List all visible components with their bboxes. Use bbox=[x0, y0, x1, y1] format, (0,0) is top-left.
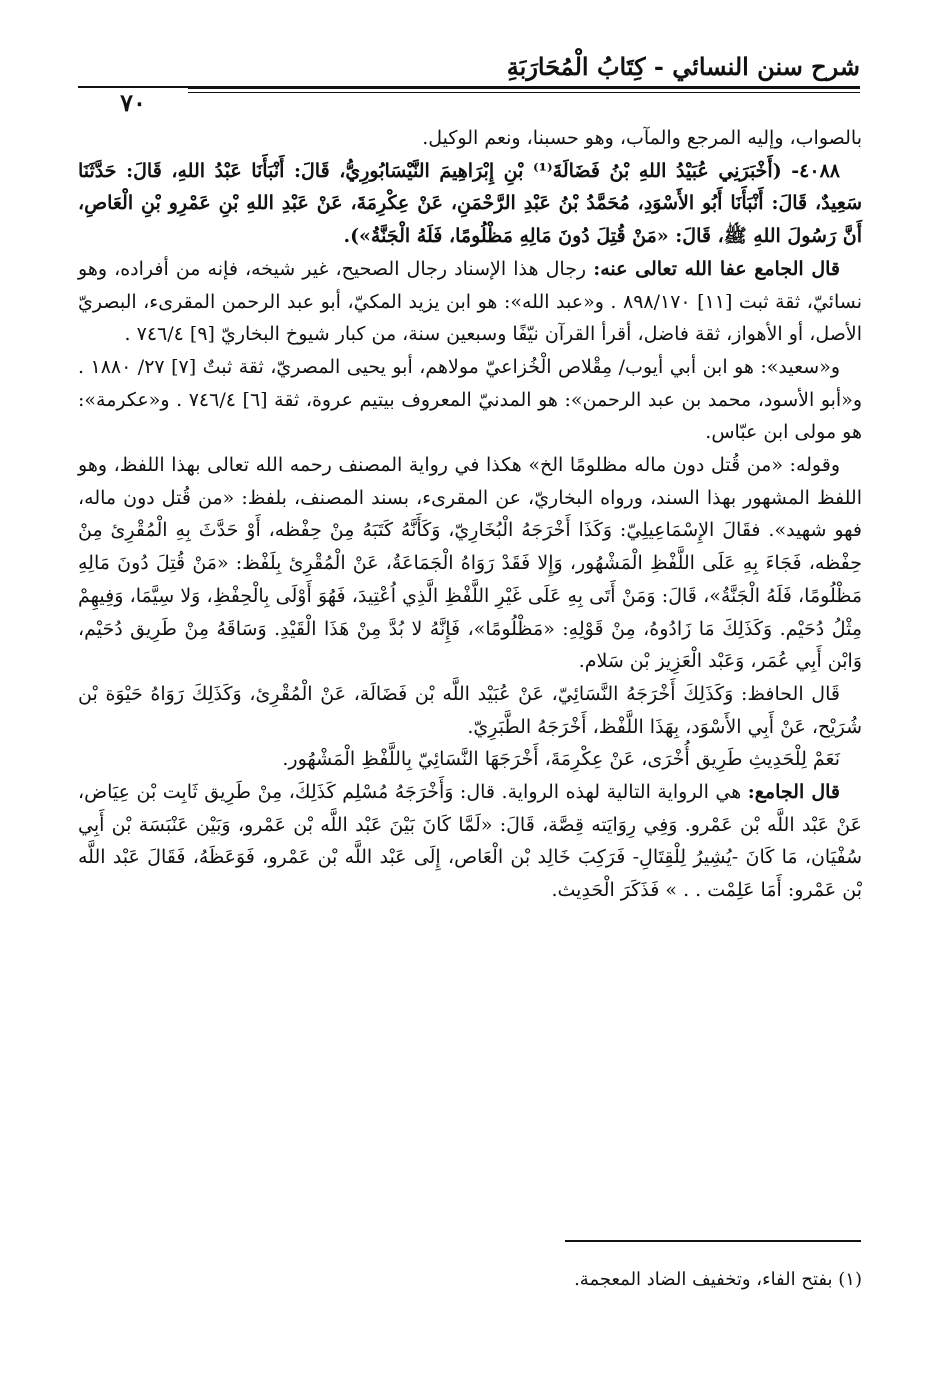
header-rule-thin bbox=[78, 92, 860, 93]
paragraph-6: قَال الحافظ: وَكَذَلِكَ أَخْرَجَهُ النَّسَائِيّ، عَنْ عُبَيْد اللَّه بْن فَضَالَة، عَنْ الْمُقْرِئ، وَكَذَلِكَ رَوَاهُ حَيْوَة بْن شُرَيْح، عَنْ أَبِي الأَسْوَد، بِهَذَا اللَّفْظ، أَخْرَجَهُ الطَّبَرِيّ. bbox=[78, 682, 862, 738]
paragraph-8-text: هي الرواية التالية لهذه الرواية. قال: وَأَخْرَجَهُ مُسْلِم كَذَلِكَ، مِنْ طَرِيق ثَابِت بْن عِيَاض، عَنْ عَبْد اللَّه بْن عَمْرو. وَفِي رِوَايَته قِصَّة، قَالَ: «لَمَّا كَانَ بَيْنَ عَبْد اللَّه بْن عَمْرو، وَبَيْن عَنْبَسَة بْن أَبِي سُفْيَان، مَا كَانَ -يُشِيرُ لِلْقِتَالِ- فَرَكِبَ خَالِد بْن الْعَاص، إِلَى عَبْد اللَّه بْن عَمْرو، فَوَعَظَهُ، فَقَالَ عَبْد اللَّه بْن عَمْرو: أَمَا عَلِمْت . . » فَذَكَرَ الْحَدِيث. bbox=[78, 781, 862, 902]
paragraph-4: و«سعيد»: هو ابن أبي أيوب/ مِقْلاص الْخُزاعيّ مولاهم، أبو يحيى المصريّ، ثقة ثبتٌ [٧] ٢٧/ ١٨٨٠ . و«أبو الأسود، محمد بن عبد الرحمن»: هو المدنيّ المعروف بيتيم عروة، ثقة [٦] ٧٤٦/٤ . و«عكرمة»: هو مولى ابن عبّاس. bbox=[78, 355, 863, 444]
paragraph-8-lead: قال الجامع: bbox=[747, 781, 840, 804]
hadith-text: (أَخْبَرَنِي عُبَيْدُ اللهِ بْنُ فَضَالَةَ⁽¹⁾ بْنِ إِبْرَاهِيمَ النَّيْسَابُورِيُّ، قَالَ: أَنْبَأَنَا عَبْدُ اللهِ، قَالَ: حَدَّثَنَا سَعِيدٌ، قَالَ: أَنْبَأَنَا أَبُو الأَسْوَدِ، مُحَمَّدُ بْنُ عَبْدِ الرَّحْمَنِ، عَنْ عِكْرِمَةَ، عَنْ عَبْدِ اللهِ بْنِ عَمْرِو بْنِ الْعَاصِ، أَنَّ رَسُولَ اللهِ ﷺ، قَالَ: «مَنْ قُتِلَ دُونَ مَالِهِ مَظْلُومًا، فَلَهُ الْجَنَّةُ»). bbox=[78, 159, 862, 248]
paragraph-3-text: رجال هذا الإسناد رجال الصحيح، غير شيخه، فإنه من أفراده، وهو نسائيّ، ثقة ثبت [١١] ٨٩٨/١٧٠ . و«عبد الله»: هو ابن يزيد المكيّ، أبو عبد الرحمن المقرىء، البصريّ الأصل، أو الأهواز، ثقة فاضل، أقرأ القرآن نيّفًا وسبعين سنة، من كبار شيوخ البخاريّ [٩] ٧٤٦/٤ . bbox=[78, 257, 862, 346]
page-number: ٧٠ bbox=[78, 88, 188, 118]
header-title: شرح سنن النسائي - كِتَابُ الْمُحَارَبَةِ bbox=[506, 52, 860, 81]
hadith-number: ٤٠٨٨- bbox=[791, 159, 840, 182]
footnote-divider bbox=[565, 1240, 861, 1242]
main-text bbox=[78, 122, 862, 907]
running-header bbox=[78, 52, 860, 117]
paragraph-8 bbox=[78, 776, 862, 907]
paragraph-1: بالصواب، وإليه المرجع والمآب، وهو حسبنا، ونعم الوكيل. bbox=[422, 127, 862, 149]
footnote: (١) بفتح الفاء، وتخفيف الضاد المعجمة. bbox=[574, 1269, 862, 1290]
paragraph-3-lead: قال الجامع عفا الله تعالى عنه: bbox=[593, 257, 841, 280]
paragraph-3 bbox=[78, 253, 862, 351]
paragraph-5: وقوله: «من قُتل دون ماله مظلومًا الخ» هكذا في رواية المصنف رحمه الله تعالى بهذا اللفظ، وهو اللفظ المشهور بهذا السند، ورواه البخاريّ، عن المقرىء، بسند المصنف، بلفظ: «من قُتل دون ماله، فهو شهيد». فقَالَ الإِسْمَاعِيلِيّ: وَكَذَا أَخْرَجَهُ الْبُخَارِيّ، وَكَأَنَّهُ كَتَبَهُ مِنْ حِفْظه، أَوْ حَدَّثَ بِهِ الْمُقْرِئ مِنْ حِفْظه، فَجَاءَ بِهِ عَلَى اللَّفْظِ الْمَشْهُور، وَإِلا فَقَدْ رَوَاهُ الْجَمَاعَةُ، عَنْ الْمُقْرِئ بِلَفْظ: «مَنْ قُتِلَ دُونَ مَالِهِ مَظْلُومًا، فَلَهُ الْجَنَّةُ»، قَالَ: وَمَنْ أَتَى بِهِ عَلَى غَيْرِ اللَّفْظِ الَّذِي اُعْتِيدَ، فَهُوَ أَوْلَى بِالْحِفْظِ، وَلا سِيَّمَا، وَفِيهِمْ مِثْلُ دُحَيْم. وَكَذَلِكَ مَا زَادُوهُ، مِنْ قَوْلِهِ: «مَظْلُومًا»، فَإِنَّهُ لا بُدَّ مِنْ هَذَا الْقَيْدِ. وَسَاقَهُ مِنْ طَرِيق دُحَيْم، وَابْن أَبِي عُمَر، وَعَبْد الْعَزِيز بْن سَلام. bbox=[78, 454, 862, 673]
header-rule bbox=[78, 86, 860, 89]
paragraph-7: نَعَمْ لِلْحَدِيثِ طَرِيق أُخْرَى، عَنْ عِكْرِمَةَ، أَخْرَجَهَا النَّسَائِيّ بِاللَّفْظِ الْمَشْهُور. bbox=[282, 748, 840, 771]
hadith-paragraph bbox=[78, 155, 862, 253]
